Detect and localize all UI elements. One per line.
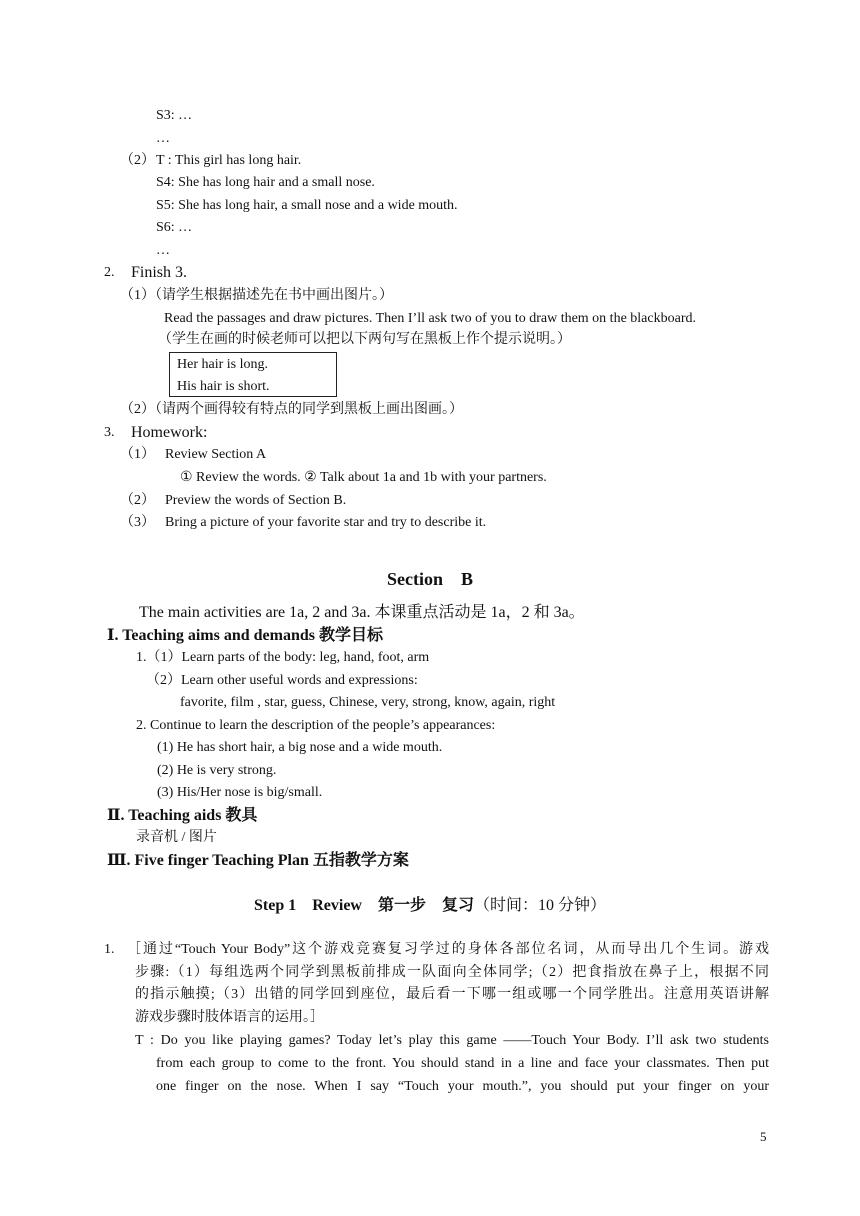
aim-line: (3) His/Her nose is big/small. bbox=[157, 785, 323, 800]
plan-heading: Ⅲ. Five finger Teaching Plan 五指教学方案 bbox=[107, 852, 409, 869]
dialogue-line-teacher: T : This girl has long hair. bbox=[156, 153, 302, 168]
aids-heading: Ⅱ. Teaching aids 教具 bbox=[107, 807, 258, 824]
hint-line: His hair is short. bbox=[177, 379, 270, 394]
list-heading: Homework: bbox=[131, 424, 208, 441]
teacher-speech: from each group to come to the front. You should stand in a line and face your classmates. Then put bbox=[156, 1056, 769, 1071]
homework-item: ① Review the words. ② Talk about 1a and 1b with your partners. bbox=[180, 470, 547, 485]
aim-line: 2. Continue to learn the description of the people’s appearances: bbox=[136, 718, 496, 733]
game-note-cn: 步骤:（1）每组选两个同学到黑板前排成一队面向全体同学;（2）把食指放在鼻子上，根据不同 bbox=[135, 965, 769, 980]
instruction-en: Read the passages and draw pictures. Then I’ll ask two of you to draw them on the blackboard. bbox=[164, 311, 696, 326]
aim-line: favorite, film , star, guess, Chinese, very, strong, know, again, right bbox=[180, 695, 556, 710]
aim-line: 1.（1）Learn parts of the body: leg, hand, foot, arm bbox=[136, 650, 430, 665]
instruction-cn: （请学生根据描述先在书中画出图片。） bbox=[148, 288, 393, 303]
teacher-speech: one finger on the nose. When I say “Touch your mouth.”, you should put your finger on your bbox=[156, 1079, 769, 1094]
ellipsis-line: … bbox=[156, 243, 170, 258]
dialogue-line-s3: S3: … bbox=[156, 108, 193, 123]
homework-item: Bring a picture of your favorite star and try to describe it. bbox=[165, 515, 487, 530]
aim-line: （2）Learn other useful words and expressions: bbox=[146, 673, 418, 688]
list-number: 1. bbox=[104, 942, 115, 957]
homework-item: Review Section A bbox=[165, 447, 267, 462]
dialogue-line-s6: S6: … bbox=[156, 220, 193, 235]
aids-text: 录音机 / 图片 bbox=[136, 830, 217, 845]
step-heading bbox=[0, 897, 860, 915]
item-number: （1） bbox=[120, 288, 155, 303]
game-note-cn: 游戏步骤时肢体语言的运用。］ bbox=[135, 1010, 324, 1025]
aim-line: (2) He is very strong. bbox=[157, 763, 277, 778]
ellipsis-line: … bbox=[156, 131, 170, 146]
list-number: 2. bbox=[104, 265, 115, 280]
teacher-speech: T : Do you like playing games? Today let’s play this game ——Touch Your Body. I’ll ask two students bbox=[135, 1033, 769, 1048]
step-title: Step 1 Review 第一步 复习 bbox=[253, 897, 474, 914]
item-number: （2） bbox=[120, 493, 155, 508]
teacher-note: （学生在画的时候老师可以把以下两句写在黑板上作个提示说明。） bbox=[158, 332, 571, 347]
aims-heading: Ⅰ. Teaching aims and demands 教学目标 bbox=[107, 627, 383, 644]
section-intro: The main activities are 1a, 2 and 3a. 本课重点活动是 1a，2 和 3a。 bbox=[139, 604, 585, 621]
homework-item: Preview the words of Section B. bbox=[165, 493, 347, 508]
step-time: （时间：10 分钟） bbox=[473, 897, 606, 914]
item-number: （3） bbox=[120, 515, 155, 530]
item-number: （2） bbox=[120, 153, 155, 168]
hint-line: Her hair is long. bbox=[177, 357, 268, 372]
instruction-cn: （请两个画得较有特点的同学到黑板上画出图画。） bbox=[148, 402, 463, 417]
game-note-cn: 的指示触摸;（3）出错的同学回到座位，最后看一下哪一组或哪一个同学胜出。注意用英语讲解 bbox=[135, 987, 769, 1002]
list-number: 3. bbox=[104, 425, 115, 440]
dialogue-line-s4: S4: She has long hair and a small nose. bbox=[156, 175, 375, 190]
game-note-cn: ［通过“Touch Your Body”这个游戏竞赛复习学过的身体各部位名词，从而导出几个生词。游戏 bbox=[127, 942, 769, 957]
item-number: （1） bbox=[120, 447, 155, 462]
dialogue-line-s5: S5: She has long hair, a small nose and a wide mouth. bbox=[156, 198, 458, 213]
item-number: （2） bbox=[120, 402, 155, 417]
page-number: 5 bbox=[760, 1129, 767, 1144]
list-heading: Finish 3. bbox=[131, 264, 188, 281]
section-title: Section B bbox=[386, 569, 473, 589]
aim-line: (1) He has short hair, a big nose and a wide mouth. bbox=[157, 740, 443, 755]
